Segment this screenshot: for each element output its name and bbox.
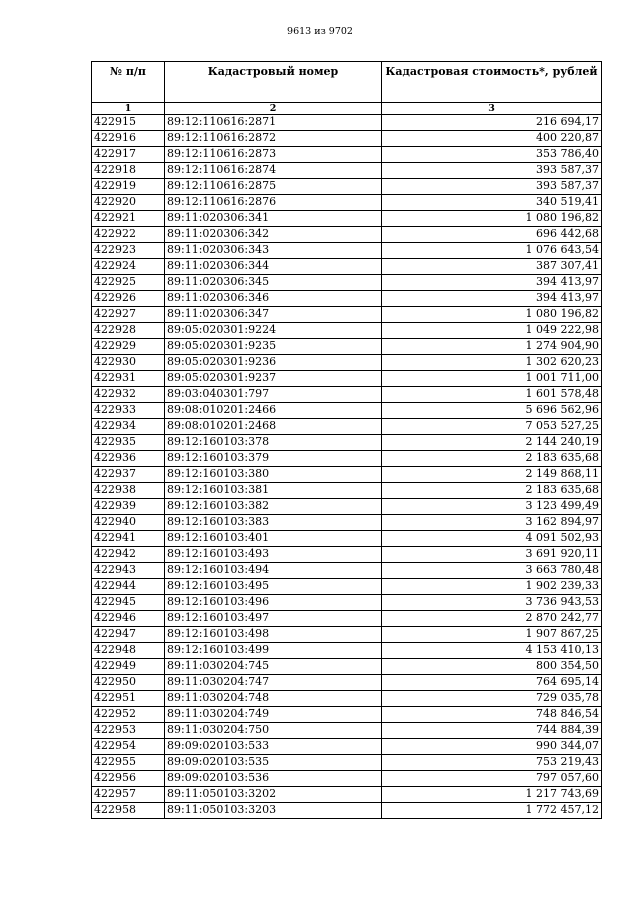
cadastral-value-cell: 5 696 562,96 [382, 403, 602, 419]
cadastral-value-cell: 1 217 743,69 [382, 787, 602, 803]
row-number-cell: 422938 [92, 483, 165, 499]
cadastral-value-cell: 1 001 711,00 [382, 371, 602, 387]
cadastral-value-cell: 696 442,68 [382, 227, 602, 243]
cadastral-number-cell: 89:03:040301:797 [165, 387, 382, 403]
table-row [92, 659, 602, 675]
cadastral-value-cell: 2 149 868,11 [382, 467, 602, 483]
cadastral-number-cell: 89:08:010201:2468 [165, 419, 382, 435]
row-number-cell: 422936 [92, 451, 165, 467]
row-number-cell: 422932 [92, 387, 165, 403]
row-number-cell: 422919 [92, 179, 165, 195]
table-row [92, 723, 602, 739]
row-number-cell: 422943 [92, 563, 165, 579]
table-row [92, 195, 602, 211]
table-row [92, 499, 602, 515]
row-number-cell: 422955 [92, 755, 165, 771]
cadastral-number-cell: 89:05:020301:9236 [165, 355, 382, 371]
row-number-cell: 422946 [92, 611, 165, 627]
row-number-cell: 422950 [92, 675, 165, 691]
row-number-cell: 422920 [92, 195, 165, 211]
cadastral-value-cell: 353 786,40 [382, 147, 602, 163]
table-row [92, 451, 602, 467]
row-number-cell: 422948 [92, 643, 165, 659]
row-number-cell: 422922 [92, 227, 165, 243]
page-number-header: 9613 из 9702 [287, 26, 353, 37]
cadastral-value-cell: 729 035,78 [382, 691, 602, 707]
cadastral-number-cell: 89:11:030204:749 [165, 707, 382, 723]
cadastral-value-cell: 800 354,50 [382, 659, 602, 675]
cadastral-value-cell: 7 053 527,25 [382, 419, 602, 435]
table-row [92, 627, 602, 643]
cadastral-number-cell: 89:09:020103:533 [165, 739, 382, 755]
table-row [92, 515, 602, 531]
cadastral-number-cell: 89:11:030204:750 [165, 723, 382, 739]
row-number-cell: 422924 [92, 259, 165, 275]
cadastral-value-cell: 1 907 867,25 [382, 627, 602, 643]
cadastral-value-cell: 990 344,07 [382, 739, 602, 755]
table-row [92, 563, 602, 579]
row-number-cell: 422925 [92, 275, 165, 291]
cadastral-value-cell: 748 846,54 [382, 707, 602, 723]
row-number-cell: 422945 [92, 595, 165, 611]
cadastral-value-cell: 1 772 457,12 [382, 803, 602, 819]
cadastral-number-cell: 89:12:160103:401 [165, 531, 382, 547]
row-number-cell: 422933 [92, 403, 165, 419]
cadastral-number-cell: 89:12:160103:380 [165, 467, 382, 483]
cadastral-number-cell: 89:12:110616:2876 [165, 195, 382, 211]
table-row [92, 467, 602, 483]
cadastral-value-cell: 400 220,87 [382, 131, 602, 147]
table-row [92, 547, 602, 563]
row-number-cell: 422934 [92, 419, 165, 435]
table-row [92, 291, 602, 307]
table-row [92, 275, 602, 291]
row-number-cell: 422930 [92, 355, 165, 371]
cadastral-number-cell: 89:05:020301:9224 [165, 323, 382, 339]
cadastral-number-cell: 89:12:160103:381 [165, 483, 382, 499]
cadastral-number-cell: 89:12:110616:2874 [165, 163, 382, 179]
cadastral-number-cell: 89:11:020306:344 [165, 259, 382, 275]
cadastral-number-cell: 89:11:030204:748 [165, 691, 382, 707]
cadastral-number-cell: 89:12:160103:383 [165, 515, 382, 531]
cadastral-number-cell: 89:12:110616:2872 [165, 131, 382, 147]
cadastral-value-cell: 4 153 410,13 [382, 643, 602, 659]
cadastral-value-cell: 387 307,41 [382, 259, 602, 275]
cadastral-value-cell: 1 080 196,82 [382, 307, 602, 323]
cadastral-number-cell: 89:12:160103:496 [165, 595, 382, 611]
cadastral-value-cell: 1 902 239,33 [382, 579, 602, 595]
table-row [92, 355, 602, 371]
cadastral-number-cell: 89:12:160103:497 [165, 611, 382, 627]
cadastral-value-cell: 3 691 920,11 [382, 547, 602, 563]
row-number-cell: 422949 [92, 659, 165, 675]
cadastral-number-cell: 89:11:020306:342 [165, 227, 382, 243]
row-number-cell: 422926 [92, 291, 165, 307]
table-row [92, 739, 602, 755]
row-number-cell: 422928 [92, 323, 165, 339]
cadastral-value-cell: 2 183 635,68 [382, 483, 602, 499]
row-number-cell: 422927 [92, 307, 165, 323]
row-number-cell: 422923 [92, 243, 165, 259]
cadastral-number-cell: 89:12:160103:378 [165, 435, 382, 451]
row-number-cell: 422953 [92, 723, 165, 739]
cadastral-value-cell: 1 049 222,98 [382, 323, 602, 339]
table-row [92, 643, 602, 659]
column-number-row [92, 103, 602, 115]
table-row [92, 131, 602, 147]
table-row [92, 787, 602, 803]
table-row [92, 179, 602, 195]
cadastral-value-cell: 393 587,37 [382, 163, 602, 179]
row-number-cell: 422935 [92, 435, 165, 451]
row-number-cell: 422941 [92, 531, 165, 547]
table-row [92, 691, 602, 707]
row-number-cell: 422944 [92, 579, 165, 595]
column-number-3: 3 [382, 103, 602, 115]
cadastral-number-cell: 89:12:110616:2873 [165, 147, 382, 163]
row-number-cell: 422958 [92, 803, 165, 819]
cadastral-number-cell: 89:05:020301:9237 [165, 371, 382, 387]
cadastral-value-cell: 764 695,14 [382, 675, 602, 691]
row-number-cell: 422921 [92, 211, 165, 227]
table-body [92, 115, 602, 819]
cadastral-number-cell: 89:12:160103:493 [165, 547, 382, 563]
table-row [92, 595, 602, 611]
table-row [92, 707, 602, 723]
cadastral-number-cell: 89:11:030204:745 [165, 659, 382, 675]
cadastral-value-cell: 2 870 242,77 [382, 611, 602, 627]
header-cadastral-value: Кадастровая стоимость*, рублей [382, 62, 602, 103]
row-number-cell: 422952 [92, 707, 165, 723]
table-row [92, 147, 602, 163]
cadastral-number-cell: 89:11:050103:3203 [165, 803, 382, 819]
cadastral-number-cell: 89:11:020306:341 [165, 211, 382, 227]
row-number-cell: 422940 [92, 515, 165, 531]
row-number-cell: 422951 [92, 691, 165, 707]
cadastral-number-cell: 89:08:010201:2466 [165, 403, 382, 419]
row-number-cell: 422931 [92, 371, 165, 387]
header-row-number: № п/п [92, 62, 165, 103]
cadastral-value-cell: 797 057,60 [382, 771, 602, 787]
cadastral-number-cell: 89:12:160103:494 [165, 563, 382, 579]
cadastral-value-cell: 3 123 499,49 [382, 499, 602, 515]
row-number-cell: 422917 [92, 147, 165, 163]
row-number-cell: 422918 [92, 163, 165, 179]
cadastral-number-cell: 89:11:020306:345 [165, 275, 382, 291]
cadastral-number-cell: 89:12:160103:382 [165, 499, 382, 515]
cadastral-number-cell: 89:05:020301:9235 [165, 339, 382, 355]
column-number-2: 2 [165, 103, 382, 115]
table-row [92, 435, 602, 451]
row-number-cell: 422929 [92, 339, 165, 355]
cadastral-value-cell: 394 413,97 [382, 291, 602, 307]
cadastral-value-cell: 753 219,43 [382, 755, 602, 771]
cadastral-number-cell: 89:12:110616:2871 [165, 115, 382, 131]
cadastral-value-cell: 1 080 196,82 [382, 211, 602, 227]
table-header-row [92, 62, 602, 103]
cadastral-value-cell: 2 144 240,19 [382, 435, 602, 451]
header-cadastral-number: Кадастровый номер [165, 62, 382, 103]
cadastral-value-cell: 393 587,37 [382, 179, 602, 195]
table-row [92, 755, 602, 771]
table-row [92, 803, 602, 819]
table-row [92, 227, 602, 243]
row-number-cell: 422942 [92, 547, 165, 563]
cadastral-value-table [91, 61, 602, 819]
table-row [92, 307, 602, 323]
table-row [92, 579, 602, 595]
table-row [92, 419, 602, 435]
cadastral-number-cell: 89:09:020103:536 [165, 771, 382, 787]
cadastral-number-cell: 89:12:110616:2875 [165, 179, 382, 195]
row-number-cell: 422915 [92, 115, 165, 131]
table-row [92, 531, 602, 547]
cadastral-value-cell: 1 274 904,90 [382, 339, 602, 355]
table-row [92, 115, 602, 131]
table-row [92, 243, 602, 259]
cadastral-value-cell: 3 162 894,97 [382, 515, 602, 531]
cadastral-value-cell: 3 663 780,48 [382, 563, 602, 579]
cadastral-number-cell: 89:12:160103:379 [165, 451, 382, 467]
row-number-cell: 422957 [92, 787, 165, 803]
table-row [92, 387, 602, 403]
table-row [92, 371, 602, 387]
row-number-cell: 422947 [92, 627, 165, 643]
cadastral-number-cell: 89:11:050103:3202 [165, 787, 382, 803]
cadastral-number-cell: 89:12:160103:498 [165, 627, 382, 643]
cadastral-value-cell: 394 413,97 [382, 275, 602, 291]
cadastral-number-cell: 89:11:030204:747 [165, 675, 382, 691]
table-row [92, 771, 602, 787]
cadastral-value-cell: 744 884,39 [382, 723, 602, 739]
row-number-cell: 422954 [92, 739, 165, 755]
cadastral-value-cell: 3 736 943,53 [382, 595, 602, 611]
cadastral-value-cell: 1 601 578,48 [382, 387, 602, 403]
table-row [92, 611, 602, 627]
table-row [92, 259, 602, 275]
row-number-cell: 422956 [92, 771, 165, 787]
cadastral-number-cell: 89:12:160103:495 [165, 579, 382, 595]
table-row [92, 483, 602, 499]
cadastral-number-cell: 89:11:020306:346 [165, 291, 382, 307]
row-number-cell: 422916 [92, 131, 165, 147]
table-row [92, 403, 602, 419]
cadastral-value-cell: 340 519,41 [382, 195, 602, 211]
table-row [92, 675, 602, 691]
cadastral-number-cell: 89:09:020103:535 [165, 755, 382, 771]
row-number-cell: 422939 [92, 499, 165, 515]
table-row [92, 163, 602, 179]
column-number-1: 1 [92, 103, 165, 115]
row-number-cell: 422937 [92, 467, 165, 483]
cadastral-number-cell: 89:12:160103:499 [165, 643, 382, 659]
table-row [92, 211, 602, 227]
cadastral-value-cell: 4 091 502,93 [382, 531, 602, 547]
cadastral-value-cell: 1 076 643,54 [382, 243, 602, 259]
cadastral-value-cell: 2 183 635,68 [382, 451, 602, 467]
table-row [92, 339, 602, 355]
cadastral-value-cell: 1 302 620,23 [382, 355, 602, 371]
cadastral-number-cell: 89:11:020306:343 [165, 243, 382, 259]
cadastral-number-cell: 89:11:020306:347 [165, 307, 382, 323]
cadastral-value-cell: 216 694,17 [382, 115, 602, 131]
table-row [92, 323, 602, 339]
